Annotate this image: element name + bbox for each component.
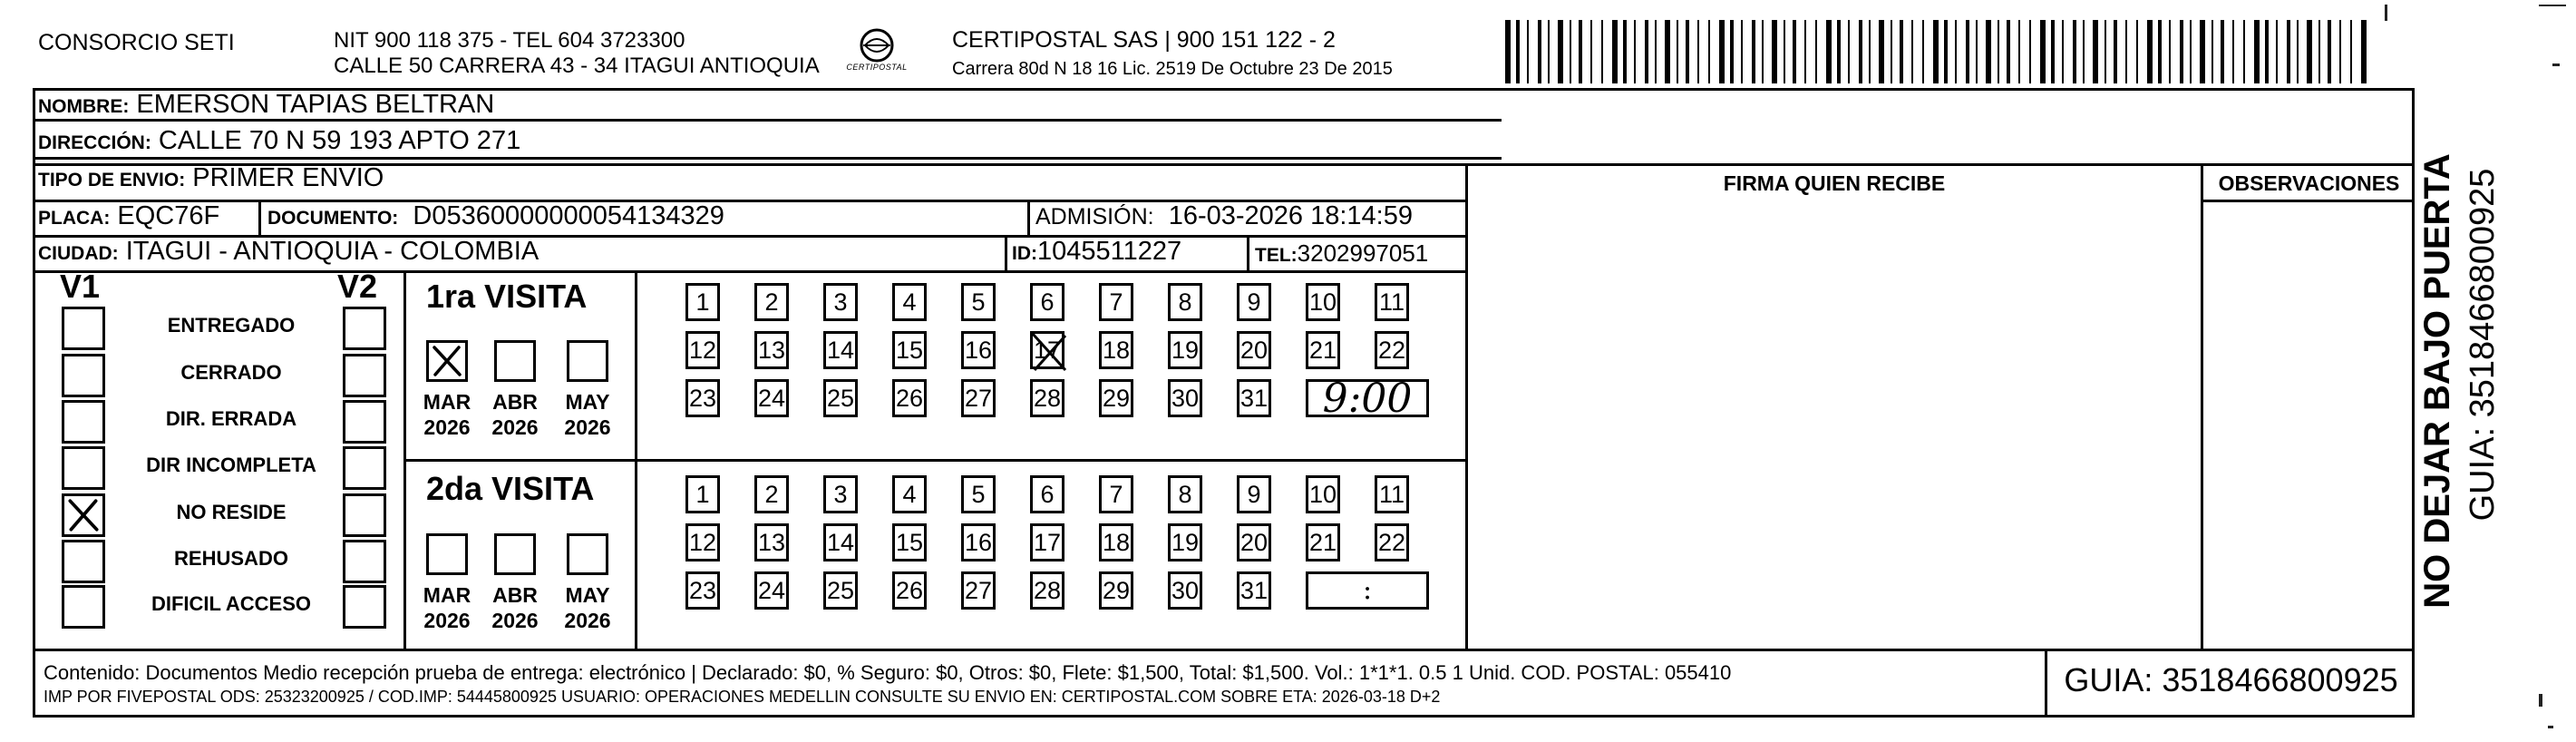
status-label: CERRADO [180, 361, 282, 384]
nombre-label: NOMBRE: [38, 96, 130, 117]
visit1-time-box[interactable]: 9:00 [1306, 379, 1429, 417]
direccion-label: DIRECCIÓN: [38, 132, 151, 153]
v2-checkbox[interactable] [343, 400, 386, 444]
visit2-month-checkbox[interactable] [426, 533, 468, 575]
visit2-day-box[interactable]: 5 [961, 475, 996, 513]
visit1-day-box[interactable]: 14 [823, 331, 858, 369]
visit2-day-box[interactable]: 21 [1306, 523, 1340, 561]
nombre-value: EMERSON TAPIAS BELTRAN [136, 90, 495, 119]
v1-checkbox[interactable] [62, 493, 105, 537]
visit2-day-box[interactable]: 30 [1168, 571, 1202, 610]
direccion-value: CALLE 70 N 59 193 APTO 271 [158, 126, 521, 155]
visit1-day-box[interactable]: 9 [1237, 283, 1271, 321]
documento-label: DOCUMENTO: [267, 208, 399, 229]
visit2-month-label: MAR [423, 583, 471, 607]
ciudad-label: CIUDAD: [38, 243, 119, 264]
visit2-day-box[interactable]: 31 [1237, 571, 1271, 610]
admision-label: ADMISIÓN: [1035, 204, 1154, 229]
status-label: ENTREGADO [167, 314, 296, 337]
tipo-value: PRIMER ENVIO [192, 163, 384, 192]
tel-label: TEL: [1255, 245, 1298, 266]
visit1-day-box[interactable]: 22 [1375, 331, 1409, 369]
v2-label: V2 [337, 268, 378, 305]
visit1-day-box[interactable]: 19 [1168, 331, 1202, 369]
visit1-year-label: 2026 [423, 415, 471, 439]
visit2-day-box[interactable]: 18 [1099, 523, 1133, 561]
v2-checkbox[interactable] [343, 446, 386, 490]
visit1-day-box[interactable]: 26 [892, 379, 927, 417]
visit2-day-box[interactable]: 22 [1375, 523, 1409, 561]
visit1-day-box[interactable]: 24 [754, 379, 789, 417]
v1-checkbox[interactable] [62, 307, 105, 350]
visit1-day-box[interactable]: 7 [1099, 283, 1133, 321]
visit2-day-box[interactable]: 29 [1099, 571, 1133, 610]
visit2-day-box[interactable]: 10 [1306, 475, 1340, 513]
visit1-day-box[interactable]: 29 [1099, 379, 1133, 417]
visit1-day-box[interactable]: 2 [754, 283, 789, 321]
visit1-day-box[interactable]: 16 [961, 331, 996, 369]
v2-checkbox[interactable] [343, 585, 386, 629]
visit2-day-box[interactable]: 19 [1168, 523, 1202, 561]
ciudad-row [38, 238, 539, 268]
sender-nit: NIT 900 118 375 - TEL 604 3723300 [334, 28, 685, 53]
visit1-day-box[interactable]: 6 [1030, 283, 1064, 321]
tel-row [1255, 239, 1428, 269]
visit2-day-box[interactable]: 14 [823, 523, 858, 561]
visit2-year-label: 2026 [564, 609, 611, 632]
barcode [1505, 20, 2376, 83]
visit1-day-box[interactable]: 31 [1237, 379, 1271, 417]
visit2-day-box[interactable]: 4 [892, 475, 927, 513]
visit2-day-box[interactable]: 27 [961, 571, 996, 610]
footer-guia: GUIA: 3518466800925 [2064, 661, 2398, 698]
visit1-year-label: 2026 [564, 415, 611, 439]
visit1-day-box[interactable]: 13 [754, 331, 789, 369]
ciudad-value: ITAGUI - ANTIOQUIA - COLOMBIA [125, 237, 540, 266]
visit2-day-box[interactable]: 24 [754, 571, 789, 610]
visit1-day-box[interactable]: 3 [823, 283, 858, 321]
visit2-day-box[interactable]: 26 [892, 571, 927, 610]
visit1-month-checkbox[interactable] [426, 340, 468, 382]
visit2-day-box[interactable]: 23 [685, 571, 720, 610]
visit1-day-box[interactable]: 18 [1099, 331, 1133, 369]
status-label: DIFICIL ACCESO [151, 592, 311, 615]
visit1-day-box[interactable]: 30 [1168, 379, 1202, 417]
status-label: NO RESIDE [176, 501, 287, 523]
visit1-day-box[interactable]: 12 [685, 331, 720, 369]
tipo-row [38, 164, 384, 194]
direccion-row [38, 127, 520, 157]
id-label: ID: [1012, 243, 1037, 264]
visit1-day-box[interactable]: 5 [961, 283, 996, 321]
placa-value: EQC76F [117, 201, 220, 230]
sender-name: CONSORCIO SETI [38, 30, 235, 55]
v1-checkbox[interactable] [62, 400, 105, 444]
visit1-day-box[interactable]: 10 [1306, 283, 1340, 321]
visit2-day-box[interactable]: 25 [823, 571, 858, 610]
courier-license: Carrera 80d N 18 16 Lic. 2519 De Octubre 23 De 2015 [952, 59, 1393, 79]
admision-row [1035, 202, 1413, 230]
visit2-day-box[interactable]: 20 [1237, 523, 1271, 561]
v2-checkbox[interactable] [343, 493, 386, 537]
documento-value: D05360000000054134329 [413, 201, 724, 230]
logo-lettering: CERTIPOSTAL [846, 63, 908, 72]
visit2-day-box[interactable]: 11 [1375, 475, 1409, 513]
tel-value: 3202997051 [1297, 239, 1429, 267]
visit1-month-label: ABR [492, 390, 538, 414]
visit2-month-label: MAY [565, 583, 610, 607]
visit2-year-label: 2026 [423, 609, 471, 632]
visit1-day-box[interactable]: 1 [685, 283, 720, 321]
documento-row [267, 202, 724, 232]
v1-checkbox[interactable] [62, 446, 105, 490]
nombre-row [38, 91, 494, 121]
visit2-day-box[interactable]: 3 [823, 475, 858, 513]
courier-name: CERTIPOSTAL SAS | 900 151 122 - 2 [952, 27, 1336, 53]
id-value: 1045511227 [1037, 237, 1182, 266]
tipo-label: TIPO DE ENVIO: [38, 170, 186, 190]
visit2-day-box[interactable]: 6 [1030, 475, 1064, 513]
firma-header: FIRMA QUIEN RECIBE [1723, 171, 1946, 195]
id-row [1012, 238, 1181, 268]
admision-value: 16-03-2026 18:14:59 [1168, 201, 1413, 230]
visit1-day-box[interactable]: 4 [892, 283, 927, 321]
visit2-month-checkbox[interactable] [494, 533, 536, 575]
visit1-month-checkbox[interactable] [567, 340, 608, 382]
visit1-year-label: 2026 [491, 415, 539, 439]
v1-label: V1 [60, 268, 101, 305]
visit1-title: 1ra VISITA [426, 278, 588, 315]
visit2-day-box[interactable]: 17 [1030, 523, 1064, 561]
visit2-day-box[interactable]: 7 [1099, 475, 1133, 513]
visit1-day-box[interactable]: 11 [1375, 283, 1409, 321]
visit2-month-checkbox[interactable] [567, 533, 608, 575]
visit2-year-label: 2026 [491, 609, 539, 632]
visit1-day-box[interactable]: 15 [892, 331, 927, 369]
sender-address: CALLE 50 CARRERA 43 - 34 ITAGUI ANTIOQUIA [334, 54, 820, 78]
visit1-day-box[interactable]: 8 [1168, 283, 1202, 321]
visit2-day-box[interactable]: 1 [685, 475, 720, 513]
footer-contents: Contenido: Documentos Medio recepción prueba de entrega: electrónico | Declarado: $0, % Seguro: $0, Otros: $0, Flete: $1,500, Total: $1,500. Vol.: 1*1*1. 0.5 1 Unid. COD. POSTAL: 055410 [44, 661, 1732, 684]
visit2-time-box[interactable]: : [1306, 571, 1429, 610]
visit1-day-box[interactable]: 28 [1030, 379, 1064, 417]
status-label: DIR INCOMPLETA [146, 454, 316, 476]
footer-imprint: IMP POR FIVEPOSTAL ODS: 25323200925 / COD.IMP: 54445800925 USUARIO: OPERACIONES MEDELLIN CONSULTE SU ENVIO EN: CERTIPOSTAL.COM SOBRE ETA: 2026-03-18 D+2 [44, 688, 1441, 706]
v2-checkbox[interactable] [343, 354, 386, 397]
v1-checkbox[interactable] [62, 540, 105, 583]
visit1-day-box[interactable]: 27 [961, 379, 996, 417]
visit1-month-label: MAR [423, 390, 471, 414]
visit2-month-label: ABR [492, 583, 538, 607]
placa-label: PLACA: [38, 208, 111, 229]
side-guia: GUIA: 3518466800925 [2464, 168, 2502, 522]
visit1-day-box[interactable]: 20 [1237, 331, 1271, 369]
status-label: DIR. ERRADA [165, 407, 297, 430]
visit2-day-box[interactable]: 2 [754, 475, 789, 513]
visit1-day-box[interactable]: 21 [1306, 331, 1340, 369]
visit2-title: 2da VISITA [426, 470, 595, 507]
visit1-day-box[interactable]: 17 [1030, 331, 1064, 369]
observaciones-header: OBSERVACIONES [2218, 171, 2400, 195]
v2-checkbox[interactable] [343, 540, 386, 583]
visit1-day-box[interactable]: 25 [823, 379, 858, 417]
side-notice: NO DEJAR BAJO PUERTA [2417, 153, 2457, 609]
v1-checkbox[interactable] [62, 354, 105, 397]
visit2-day-box[interactable]: 13 [754, 523, 789, 561]
v2-checkbox[interactable] [343, 307, 386, 350]
visit2-day-box[interactable]: 15 [892, 523, 927, 561]
visit1-day-box[interactable]: 23 [685, 379, 720, 417]
visit2-day-box[interactable]: 12 [685, 523, 720, 561]
visit2-day-box[interactable]: 28 [1030, 571, 1064, 610]
status-label: REHUSADO [174, 547, 288, 570]
visit1-month-label: MAY [565, 390, 610, 414]
visit2-day-box[interactable]: 16 [961, 523, 996, 561]
v1-checkbox[interactable] [62, 585, 105, 629]
courier-logo [836, 25, 918, 76]
placa-row [38, 202, 219, 232]
visit2-day-box[interactable]: 8 [1168, 475, 1202, 513]
visit1-month-checkbox[interactable] [494, 340, 536, 382]
visit2-day-box[interactable]: 9 [1237, 475, 1271, 513]
